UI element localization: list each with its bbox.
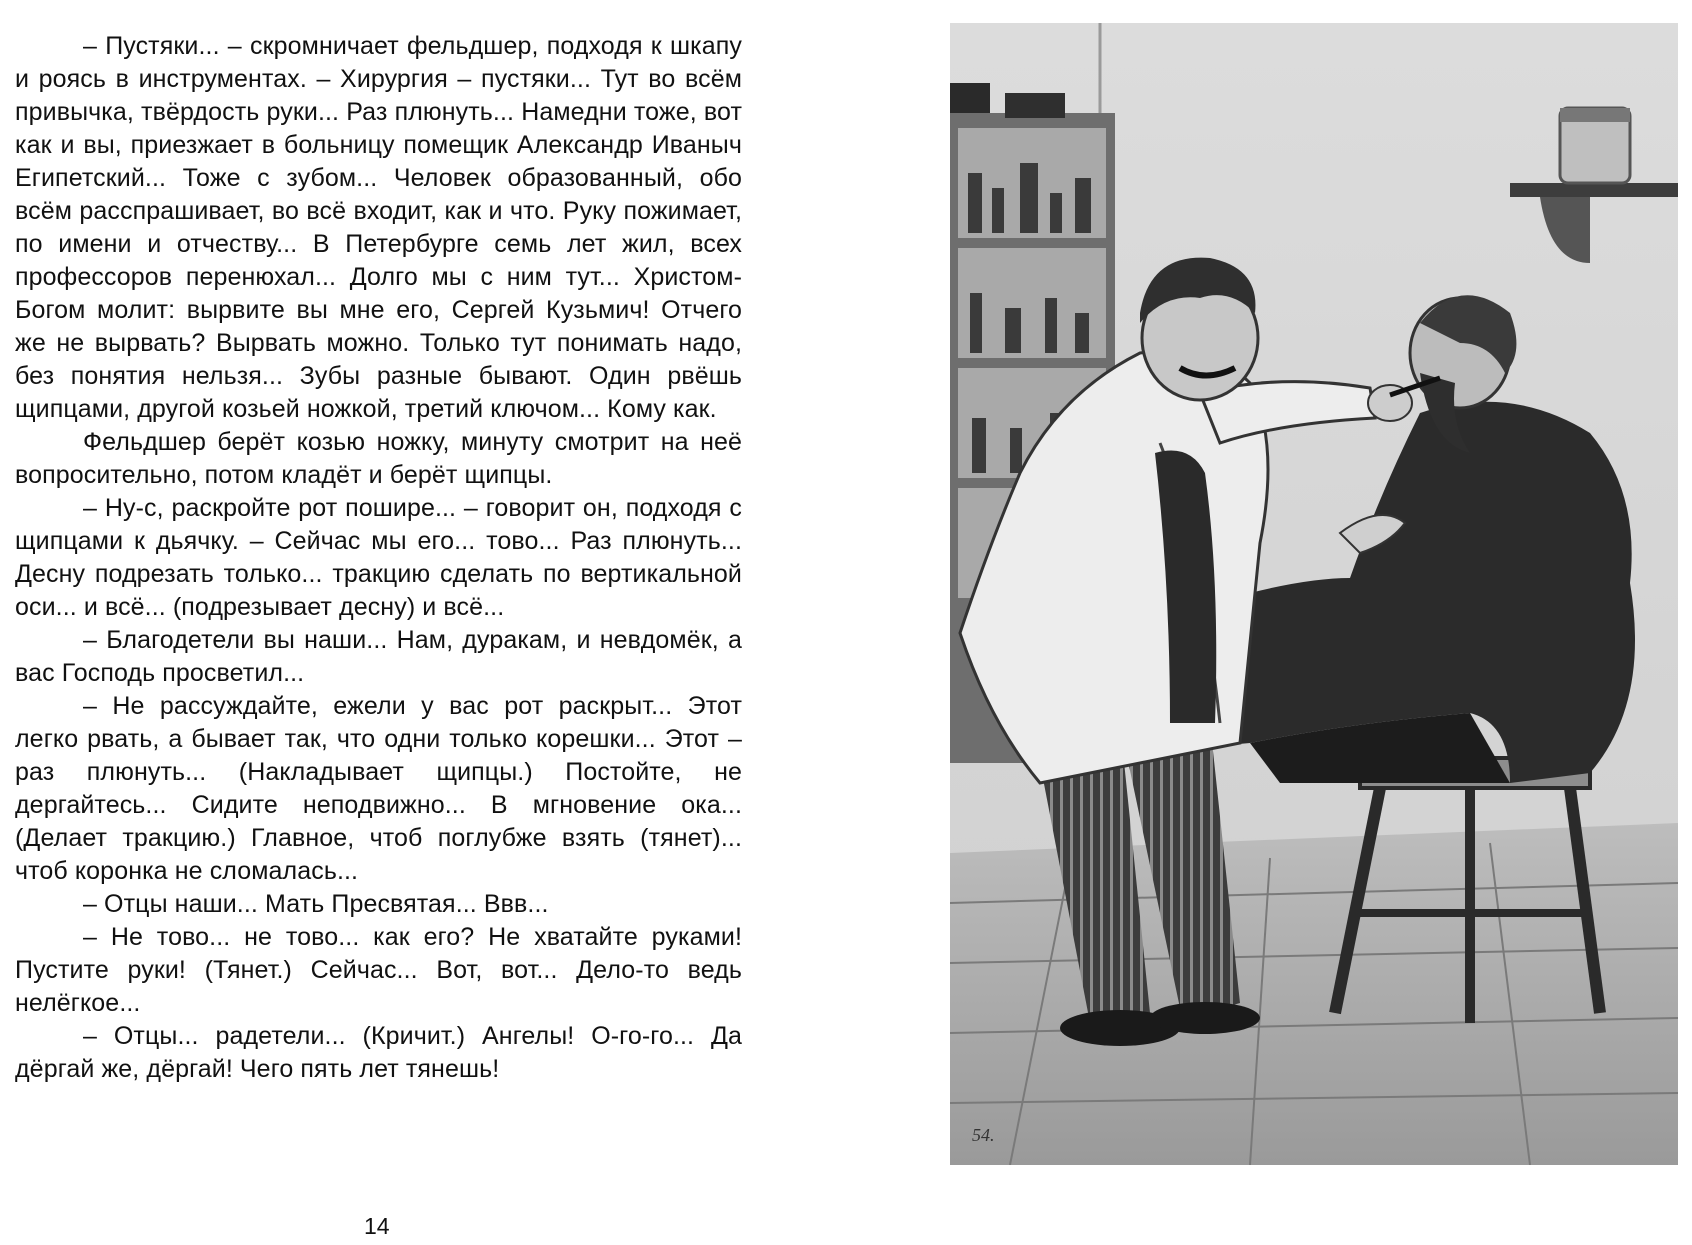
paragraph: Фельдшер берёт козью ножку, минуту смотрит на неё вопросительно, потом кладёт и берёт щипцы. (15, 428, 742, 489)
illustration (950, 23, 1678, 1165)
dentist-scene-drawing (950, 23, 1678, 1165)
text-page (15, 30, 742, 1086)
paragraph: – Отцы наши... Мать Пресвятая... Ввв... (83, 890, 549, 918)
artist-signature: 54. (972, 1125, 995, 1145)
paragraph: – Ну-с, раскройте рот пошире... – говорит он, подходя с щипцами к дьячку. – Сейчас мы его... тово... Раз плюнуть... Десну подрезать только... тракцию сделать по вертикальной оси... и всё... (подрезывает десну) и всё... (15, 494, 742, 621)
paragraph: – Отцы... радетели... (Кричит.) Ангелы! О-го-го... Да дёргай же, дёргай! Чего пять лет тянешь! (15, 1022, 742, 1083)
paragraph: – Не рассуждайте, ежели у вас рот раскрыт... Этот легко рвать, а бывает так, что одни только корешки... Этот – раз плюнуть... (Накладывает щипцы.) Постойте, не дергайтесь... Сидите неподвижно... В мгновение ока... (Делает тракцию.) Главное, чтоб поглубже взять (тянет)... чтоб коронка не сломалась... (15, 692, 742, 885)
paragraph: – Не тово... не тово... как его? Не хватайте руками! Пустите руки! (Тянет.) Сейчас... Вот, вот... Дело-то ведь нелёгкое... (15, 923, 742, 1017)
page-number: 14 (364, 1213, 390, 1239)
floor (950, 823, 1678, 1165)
paragraph: – Пустяки... – скромничает фельдшер, подходя к шкапу и роясь в инструментах. – Хирургия – пустяки... Тут во всём привычка, твёрдость руки... Раз плюнуть... Намедни тоже, вот как и вы, приезжает в больницу помещик Александр Иваныч Египетский... Тоже с зубом... Человек образованный, обо всём расспрашивает, во всё входит, как и что. Руку пожимает, по имени и отчеству... В Петербурге семь лет жил, всех профессоров перенюхал... Долго мы с ним тут... Христом-Богом молит: вырвите вы мне его, Сергей Кузьмич! Отчего же не вырвать? Вырвать можно. Только тут понимать надо, без понятия нельзя... Зубы разные бывают. Один рвёшь щипцами, другой козьей ножкой, третий ключом... Кому как. (15, 32, 742, 423)
paragraph: – Благодетели вы наши... Нам, дуракам, и невдомёк, а вас Господь просветил... (15, 626, 742, 687)
